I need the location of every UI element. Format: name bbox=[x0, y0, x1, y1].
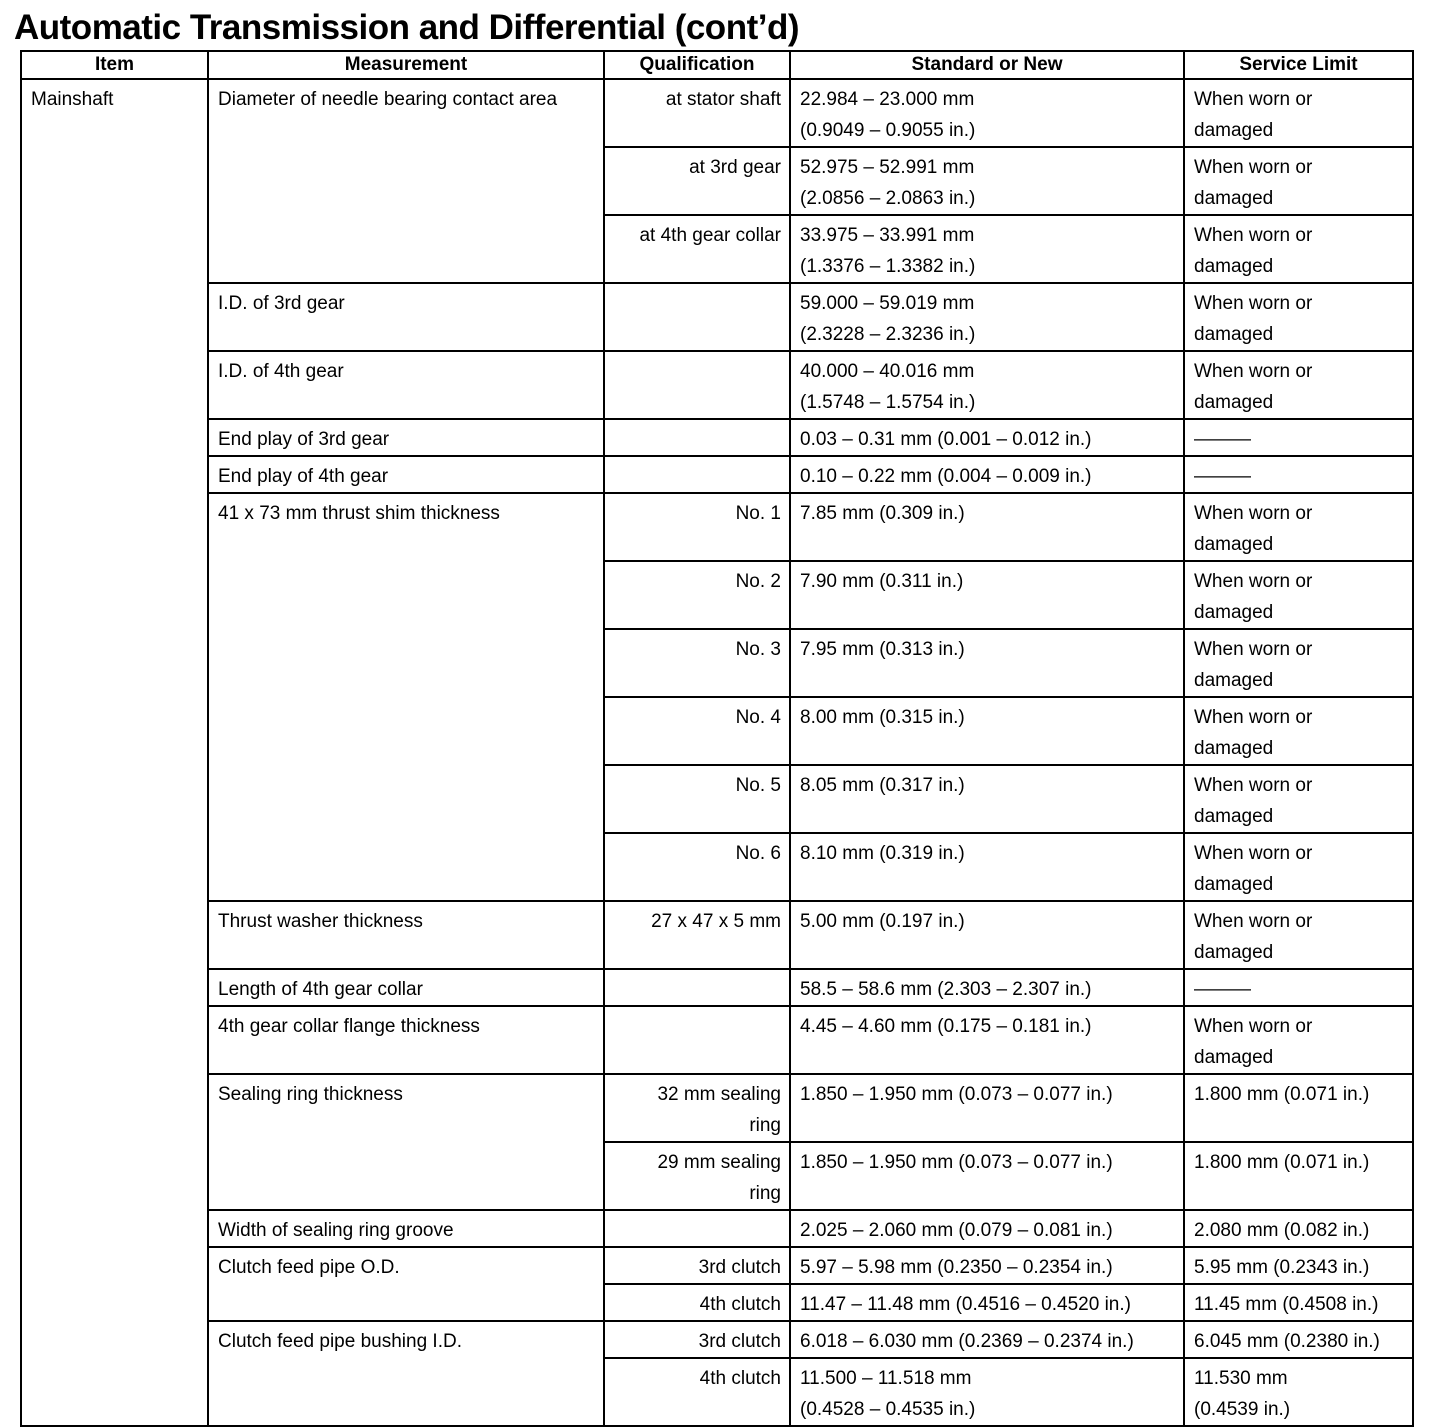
service-cell bbox=[1184, 1358, 1413, 1426]
table-row bbox=[21, 493, 1413, 561]
qualification-cell: 4th clutch bbox=[604, 1358, 790, 1426]
service-line: damaged bbox=[1194, 874, 1274, 895]
standard-line: (2.0856 – 2.0863 in.) bbox=[800, 188, 976, 209]
qualification-line: ring bbox=[749, 1115, 781, 1136]
standard-cell bbox=[790, 79, 1184, 147]
service-line: 11.530 mm bbox=[1194, 1368, 1288, 1389]
standard-cell: 2.025 – 2.060 mm (0.079 – 0.081 in.) bbox=[790, 1210, 1184, 1247]
measurement-cell: I.D. of 3rd gear bbox=[208, 283, 604, 351]
service-cell: ——— bbox=[1184, 419, 1413, 456]
service-cell: 5.95 mm (0.2343 in.) bbox=[1184, 1247, 1413, 1284]
qualification-cell: 4th clutch bbox=[604, 1284, 790, 1321]
service-cell bbox=[1184, 697, 1413, 765]
service-line: When worn or bbox=[1194, 503, 1313, 524]
qualification-cell: at stator shaft bbox=[604, 79, 790, 147]
service-cell: ——— bbox=[1184, 456, 1413, 493]
standard-cell: 7.90 mm (0.311 in.) bbox=[790, 561, 1184, 629]
measurement-cell: 41 x 73 mm thrust shim thickness bbox=[208, 493, 604, 901]
qualification-cell bbox=[604, 456, 790, 493]
table-row bbox=[21, 1210, 1413, 1247]
table-row bbox=[21, 1074, 1413, 1142]
service-cell bbox=[1184, 1006, 1413, 1074]
standard-line: (1.3376 – 1.3382 in.) bbox=[800, 256, 976, 277]
qualification-cell: at 3rd gear bbox=[604, 147, 790, 215]
qualification-cell: No. 3 bbox=[604, 629, 790, 697]
service-cell bbox=[1184, 561, 1413, 629]
service-line: damaged bbox=[1194, 324, 1274, 345]
table-row bbox=[21, 969, 1413, 1006]
qualification-cell bbox=[604, 283, 790, 351]
standard-cell: 5.00 mm (0.197 in.) bbox=[790, 901, 1184, 969]
qualification-line: 29 mm sealing bbox=[657, 1152, 781, 1173]
standard-cell: 8.00 mm (0.315 in.) bbox=[790, 697, 1184, 765]
service-line: When worn or bbox=[1194, 293, 1313, 314]
service-line: When worn or bbox=[1194, 639, 1313, 660]
standard-cell: 1.850 – 1.950 mm (0.073 – 0.077 in.) bbox=[790, 1142, 1184, 1210]
standard-line: 40.000 – 40.016 mm bbox=[800, 361, 975, 382]
qualification-cell bbox=[604, 1074, 790, 1142]
header-service-limit: Service Limit bbox=[1184, 51, 1413, 79]
standard-cell bbox=[790, 147, 1184, 215]
service-cell bbox=[1184, 629, 1413, 697]
standard-cell: 8.05 mm (0.317 in.) bbox=[790, 765, 1184, 833]
standard-cell bbox=[790, 351, 1184, 419]
service-line: When worn or bbox=[1194, 707, 1313, 728]
service-cell bbox=[1184, 765, 1413, 833]
measurement-cell: Sealing ring thickness bbox=[208, 1074, 604, 1210]
service-line: damaged bbox=[1194, 738, 1274, 759]
standard-line: (0.9049 – 0.9055 in.) bbox=[800, 120, 976, 141]
qualification-cell bbox=[604, 969, 790, 1006]
table-row bbox=[21, 456, 1413, 493]
service-cell bbox=[1184, 833, 1413, 901]
header-row bbox=[21, 51, 1413, 79]
qualification-line: ring bbox=[749, 1183, 781, 1204]
standard-line: (1.5748 – 1.5754 in.) bbox=[800, 392, 976, 413]
service-line: damaged bbox=[1194, 256, 1274, 277]
measurement-cell: Diameter of needle bearing contact area bbox=[208, 79, 604, 283]
measurement-cell: Length of 4th gear collar bbox=[208, 969, 604, 1006]
service-line: damaged bbox=[1194, 806, 1274, 827]
qualification-cell bbox=[604, 1142, 790, 1210]
service-line: When worn or bbox=[1194, 1016, 1313, 1037]
qualification-line: 32 mm sealing bbox=[657, 1084, 781, 1105]
service-line: damaged bbox=[1194, 602, 1274, 623]
service-cell: ——— bbox=[1184, 969, 1413, 1006]
measurement-cell: 4th gear collar flange thickness bbox=[208, 1006, 604, 1074]
header-measurement: Measurement bbox=[208, 51, 604, 79]
standard-line: 22.984 – 23.000 mm bbox=[800, 89, 975, 110]
standard-cell: 6.018 – 6.030 mm (0.2369 – 0.2374 in.) bbox=[790, 1321, 1184, 1358]
service-line: damaged bbox=[1194, 188, 1274, 209]
measurement-cell: End play of 3rd gear bbox=[208, 419, 604, 456]
service-line: damaged bbox=[1194, 534, 1274, 555]
standard-line: 52.975 – 52.991 mm bbox=[800, 157, 975, 178]
service-line: damaged bbox=[1194, 392, 1274, 413]
service-cell bbox=[1184, 283, 1413, 351]
qualification-cell: at 4th gear collar bbox=[604, 215, 790, 283]
table-row bbox=[21, 901, 1413, 969]
qualification-cell: 3rd clutch bbox=[604, 1321, 790, 1358]
standard-cell: 4.45 – 4.60 mm (0.175 – 0.181 in.) bbox=[790, 1006, 1184, 1074]
service-line: damaged bbox=[1194, 942, 1274, 963]
service-line: When worn or bbox=[1194, 775, 1313, 796]
header-item: Item bbox=[21, 51, 208, 79]
header-standard: Standard or New bbox=[790, 51, 1184, 79]
qualification-cell: 27 x 47 x 5 mm bbox=[604, 901, 790, 969]
standard-cell: 8.10 mm (0.319 in.) bbox=[790, 833, 1184, 901]
standard-cell: 0.03 – 0.31 mm (0.001 – 0.012 in.) bbox=[790, 419, 1184, 456]
standard-cell bbox=[790, 1358, 1184, 1426]
table-row bbox=[21, 1321, 1413, 1358]
qualification-cell: No. 5 bbox=[604, 765, 790, 833]
qualification-cell: No. 4 bbox=[604, 697, 790, 765]
spec-table bbox=[20, 50, 1414, 1427]
service-cell: 1.800 mm (0.071 in.) bbox=[1184, 1074, 1413, 1142]
standard-cell: 7.85 mm (0.309 in.) bbox=[790, 493, 1184, 561]
table-row bbox=[21, 283, 1413, 351]
standard-cell: 5.97 – 5.98 mm (0.2350 – 0.2354 in.) bbox=[790, 1247, 1184, 1284]
page-title: Automatic Transmission and Differential (cont’d) bbox=[14, 8, 799, 47]
service-line: damaged bbox=[1194, 1047, 1274, 1068]
standard-cell: 7.95 mm (0.313 in.) bbox=[790, 629, 1184, 697]
service-line: When worn or bbox=[1194, 361, 1313, 382]
measurement-cell: Clutch feed pipe O.D. bbox=[208, 1247, 604, 1321]
service-cell bbox=[1184, 79, 1413, 147]
standard-line: 59.000 – 59.019 mm bbox=[800, 293, 975, 314]
header-qualification: Qualification bbox=[604, 51, 790, 79]
qualification-cell: No. 2 bbox=[604, 561, 790, 629]
table-row bbox=[21, 1247, 1413, 1284]
service-line: When worn or bbox=[1194, 911, 1313, 932]
qualification-cell bbox=[604, 419, 790, 456]
service-cell bbox=[1184, 901, 1413, 969]
service-cell bbox=[1184, 493, 1413, 561]
service-cell bbox=[1184, 351, 1413, 419]
standard-line: (0.4528 – 0.4535 in.) bbox=[800, 1399, 976, 1420]
service-line: damaged bbox=[1194, 120, 1274, 141]
standard-cell: 1.850 – 1.950 mm (0.073 – 0.077 in.) bbox=[790, 1074, 1184, 1142]
service-line: damaged bbox=[1194, 670, 1274, 691]
standard-cell: 0.10 – 0.22 mm (0.004 – 0.009 in.) bbox=[790, 456, 1184, 493]
qualification-cell: 3rd clutch bbox=[604, 1247, 790, 1284]
standard-cell: 11.47 – 11.48 mm (0.4516 – 0.4520 in.) bbox=[790, 1284, 1184, 1321]
qualification-cell bbox=[604, 351, 790, 419]
standard-cell bbox=[790, 283, 1184, 351]
table-row bbox=[21, 79, 1413, 147]
service-line: When worn or bbox=[1194, 225, 1313, 246]
service-line: When worn or bbox=[1194, 571, 1313, 592]
standard-line: (2.3228 – 2.3236 in.) bbox=[800, 324, 976, 345]
service-line: (0.4539 in.) bbox=[1194, 1399, 1291, 1420]
table-row bbox=[21, 1006, 1413, 1074]
standard-line: 33.975 – 33.991 mm bbox=[800, 225, 975, 246]
qualification-cell: No. 6 bbox=[604, 833, 790, 901]
standard-cell: 58.5 – 58.6 mm (2.303 – 2.307 in.) bbox=[790, 969, 1184, 1006]
standard-line: 11.500 – 11.518 mm bbox=[800, 1368, 972, 1389]
item-cell: Mainshaft bbox=[21, 79, 208, 1426]
measurement-cell: Width of sealing ring groove bbox=[208, 1210, 604, 1247]
measurement-cell: Thrust washer thickness bbox=[208, 901, 604, 969]
qualification-cell bbox=[604, 1006, 790, 1074]
service-line: When worn or bbox=[1194, 157, 1313, 178]
qualification-cell bbox=[604, 1210, 790, 1247]
service-line: When worn or bbox=[1194, 843, 1313, 864]
service-cell: 11.45 mm (0.4508 in.) bbox=[1184, 1284, 1413, 1321]
measurement-cell: End play of 4th gear bbox=[208, 456, 604, 493]
standard-cell bbox=[790, 215, 1184, 283]
service-cell: 6.045 mm (0.2380 in.) bbox=[1184, 1321, 1413, 1358]
service-cell: 1.800 mm (0.071 in.) bbox=[1184, 1142, 1413, 1210]
measurement-cell: Clutch feed pipe bushing I.D. bbox=[208, 1321, 604, 1426]
table-row bbox=[21, 419, 1413, 456]
table-row bbox=[21, 351, 1413, 419]
qualification-cell: No. 1 bbox=[604, 493, 790, 561]
service-cell: 2.080 mm (0.082 in.) bbox=[1184, 1210, 1413, 1247]
service-line: When worn or bbox=[1194, 89, 1313, 110]
measurement-cell: I.D. of 4th gear bbox=[208, 351, 604, 419]
service-cell bbox=[1184, 147, 1413, 215]
service-cell bbox=[1184, 215, 1413, 283]
